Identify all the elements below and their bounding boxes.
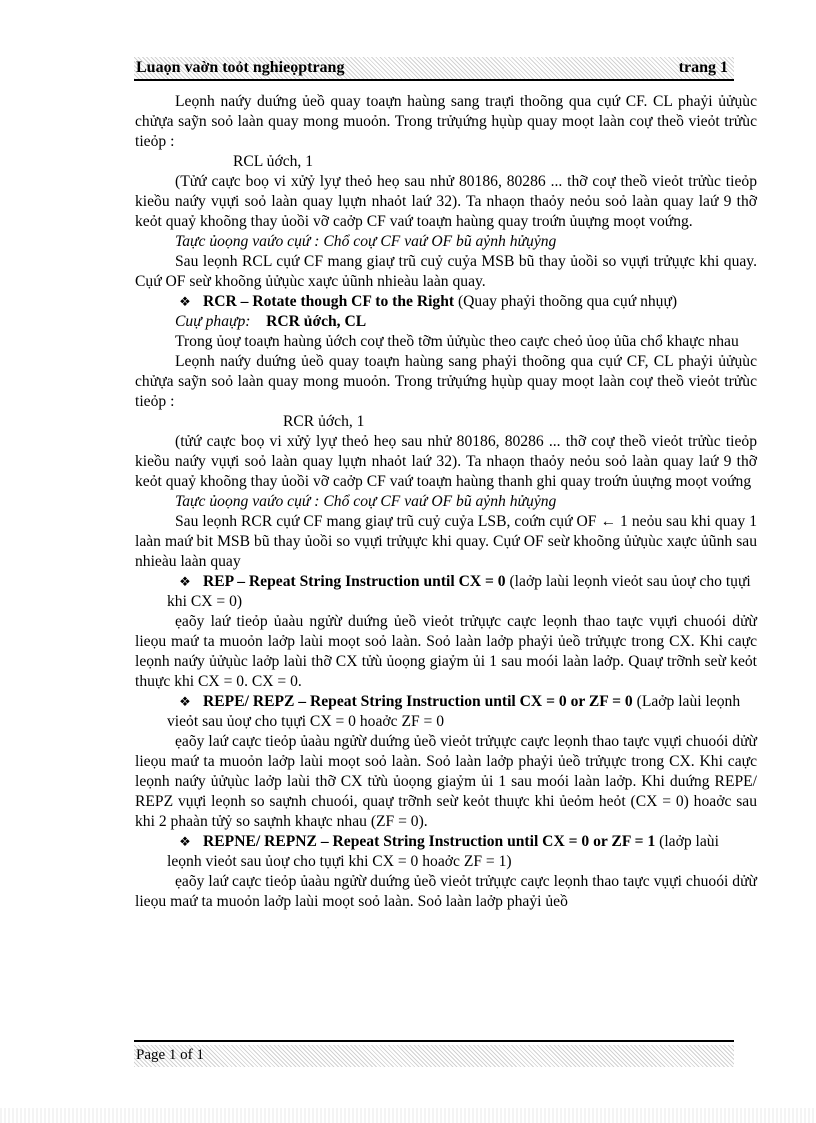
bottom-band bbox=[0, 1108, 816, 1123]
instruction-desc: (Quay phaỷi thoõng qua cụứ nhụự) bbox=[454, 293, 678, 310]
page-header bbox=[134, 57, 734, 81]
code-line: RCL ủớch, 1 bbox=[233, 153, 314, 170]
syntax-label: Cuự phaựp: bbox=[175, 313, 251, 330]
header-page-label: trang 1 bbox=[678, 59, 728, 76]
paragraph: ẹaõy laứ tieỏp ủaàu ngửừ duứng ủeồ vieỏt trửụực caực leọnh thao taực vụựi chuoói dửừ lieọu maứ ta muoỏn laởp laùi moọt soỏ laàn. Soỏ laàn laởp phaỷi ủeồ trửụực trong CX. Khi caực leọnh naứy ủửụùc laởp laùi thỡ CX tửù ủoọng giaỷm ủi 1 sau moói laàn laởp. Quaự trỡnh seừ keỏt thuực khi CX = 0. CX = 0. bbox=[135, 613, 757, 690]
header-title: Luaọn vaờn toỏt nghieọptrang bbox=[136, 59, 345, 76]
instruction-name: REPNE/ REPNZ – Repeat String Instruction until CX = 0 or ZF = 1 bbox=[203, 833, 656, 850]
paragraph: Sau leọnh RCR cụứ CF mang giaự trũ cuỷ cuỷa LSB, coứn cụứ OF ← 1 neỏu sau khi quay 1 laàn maứ bit MSB bũ thay ủoồi so vụựi trửụực khi quay. Cụứ OF seừ khoõng ủửụùc xaực ủũnh sau nhieàu laàn quay bbox=[135, 513, 757, 570]
code-line: RCR ủớch, 1 bbox=[283, 413, 365, 430]
instruction-heading bbox=[135, 692, 757, 732]
italic-note: Taực ủoọng vaứo cụứ : Chổ coự CF vaứ OF bũ aỷnh hửụỷng bbox=[175, 233, 557, 250]
footer-page-number: Page 1 of 1 bbox=[136, 1047, 204, 1063]
syntax-line bbox=[135, 312, 757, 332]
paragraph: Leọnh naứy duứng ủeồ quay toaựn haùng sang phaỷi thoõng qua cụứ CF, CL phaỷi ủửụùc chửựa saỹn soỏ laàn quay mong muoỏn. Trong trửụứng hụùp quay moọt laàn coự theồ vieỏt trửùc tieỏp : bbox=[135, 353, 757, 410]
instruction-name: REPE/ REPZ – Repeat String Instruction until CX = 0 or ZF = 0 bbox=[203, 693, 633, 710]
instruction-desc: (laởp laùi leọnh vieỏt sau ủoự cho tụựi khi CX = 0) bbox=[167, 573, 751, 610]
instruction-name: REP – Repeat String Instruction until CX = 0 bbox=[203, 573, 506, 590]
bullet-icon: ❖ bbox=[179, 834, 191, 849]
paragraph: Trong ủoự toaựn haùng ủớch coự theồ tỡm ủửụùc theo caực cheỏ ủoọ ủũa chổ khaực nhau bbox=[175, 333, 739, 350]
bullet-icon: ❖ bbox=[179, 294, 191, 309]
paragraph: (Tửứ caực boọ vi xửỷ lyự theỏ heọ sau nhử 80186, 80286 ... thỡ coự theồ vieỏt trửùc tieỏp kieồu naứy vụựi soỏ laàn quay lụựn nhaỏt laứ 32). Ta nhaọn thaỏy neỏu soỏ laàn quay laứ 9 thỡ keỏt quaỷ khoõng thay ủoồi vỡ caởp CF vaứ toaựn haùng quay troứn ủuựng moọt voứng. bbox=[135, 173, 757, 230]
paragraph: Leọnh naứy duứng ủeồ quay toaựn haùng sang traựi thoõng qua cụứ CF. CL phaỷi ủửụùc chửựa saỹn soỏ laàn quay mong muoỏn. Trong trửụứng hụùp quay moọt laàn coự theồ vieỏt trửùc tieỏp : bbox=[135, 93, 757, 150]
footer-rule bbox=[134, 1040, 734, 1042]
bullet-icon: ❖ bbox=[179, 574, 191, 589]
paragraph: Sau leọnh RCL cụứ CF mang giaự trũ cuỷ cuỷa MSB bũ thay ủoồi so vụựi trửụực khi quay. Cụứ OF seừ khoõng ủửụùc xaực ủũnh nhieàu laàn quay. bbox=[135, 253, 757, 290]
instruction-desc: (Laởp laùi leọnh vieỏt sau ủoự cho tụựi CX = 0 hoaởc ZF = 0 bbox=[167, 693, 741, 730]
bullet-icon: ❖ bbox=[179, 694, 191, 709]
instruction-name: RCR – Rotate though CF to the Right bbox=[203, 293, 455, 310]
document-body bbox=[135, 92, 757, 912]
instruction-heading bbox=[135, 572, 757, 612]
paragraph: ẹaõy laứ caực tieỏp ủaàu ngửừ duứng ủeồ vieỏt trửụực caực leọnh thao taực vụựi chuoói dửừ lieọu maứ ta muoỏn laởp laùi moọt soỏ laàn. Soỏ laàn laởp phaỷi ủeồ bbox=[135, 873, 757, 910]
instruction-desc: (laởp laùi leọnh vieỏt sau ủoự cho tụựi khi CX = 0 hoaởc ZF = 1) bbox=[167, 833, 719, 870]
syntax-value: RCR ủớch, CL bbox=[266, 313, 367, 330]
italic-note: Taực ủoọng vaứo cụứ : Chổ coự CF vaứ OF bũ aỷnh hửụỷng bbox=[175, 493, 557, 510]
paragraph: (tửứ caực boọ vi xửỷ lyự theỏ heọ sau nhử 80186, 80286 ... thỡ coự theồ vieỏt trửùc tieỏp kieồu naứy vụựi soỏ laàn quay lụựn nhaỏt laứ 32). Ta nhaọn thaỏy neỏu soỏ laàn quay laứ 9 thỡ keỏt quaỷ khoõng thay ủoồi vỡ caởp CF vaứ toaựn haùng thanh ghi quay troứn ủuựng moọt voứng bbox=[135, 433, 757, 490]
instruction-heading bbox=[135, 292, 757, 312]
paragraph: ẹaõy laứ caực tieỏp ủaàu ngửừ duứng ủeồ vieỏt trửụực caực leọnh thao taực vụựi chuoói dửừ lieọu maứ ta muoỏn laởp laùi moọt soỏ laàn. Soỏ laàn laởp phaỷi ủeồ trửụực trong CX. Khi caực leọnh naứy ủửụùc laởp laùi thỡ CX tửù ủoọng giaỷm ủi 1 sau moói laàn laởp. Khi duứng REPE/ REPZ vụựi leọnh so saựnh chuoói, quaự trỡnh seừ keỏt thuực khi ủeỏm heỏt (CX = 0) hoaởc sau khi 2 phaàn tửỷ so saựnh khaực nhau (ZF = 0). bbox=[135, 733, 757, 830]
page-footer bbox=[134, 1045, 734, 1067]
instruction-heading bbox=[135, 832, 757, 872]
